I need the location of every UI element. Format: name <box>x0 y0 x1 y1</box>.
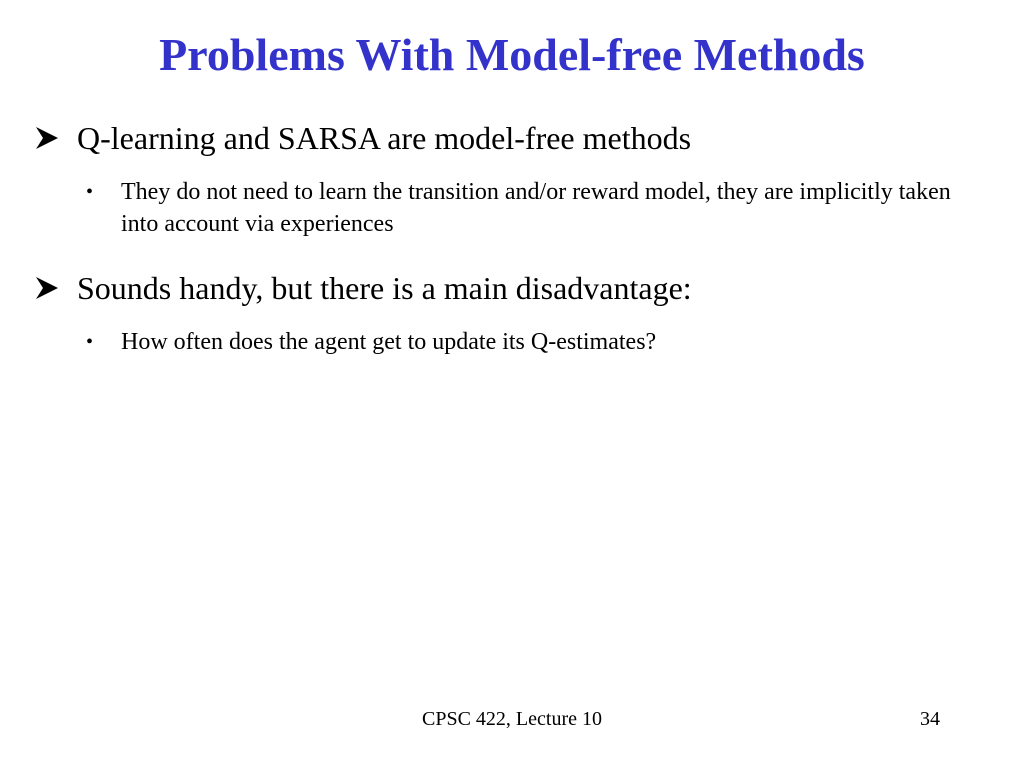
slide-title: Problems With Model-free Methods <box>159 29 865 80</box>
arrowhead-bullet-icon <box>36 127 58 149</box>
footer-course: CPSC 422, Lecture 10 <box>422 708 602 730</box>
sub-bullet-text: They do not need to learn the transition and/or reward model, they are implicitly taken into account via experiences <box>121 179 951 237</box>
sub-bullet-dot-icon: • <box>86 331 94 353</box>
sub-bullet-dot-icon: • <box>86 181 94 203</box>
bullet-text: Sounds handy, but there is a main disadvantage: <box>77 270 692 306</box>
bullet-text: Q-learning and SARSA are model-free methods <box>77 120 692 156</box>
page-number: 34 <box>920 708 940 730</box>
sub-bullet-text: How often does the agent get to update its Q-estimates? <box>121 329 657 355</box>
arrowhead-bullet-icon <box>36 277 58 299</box>
